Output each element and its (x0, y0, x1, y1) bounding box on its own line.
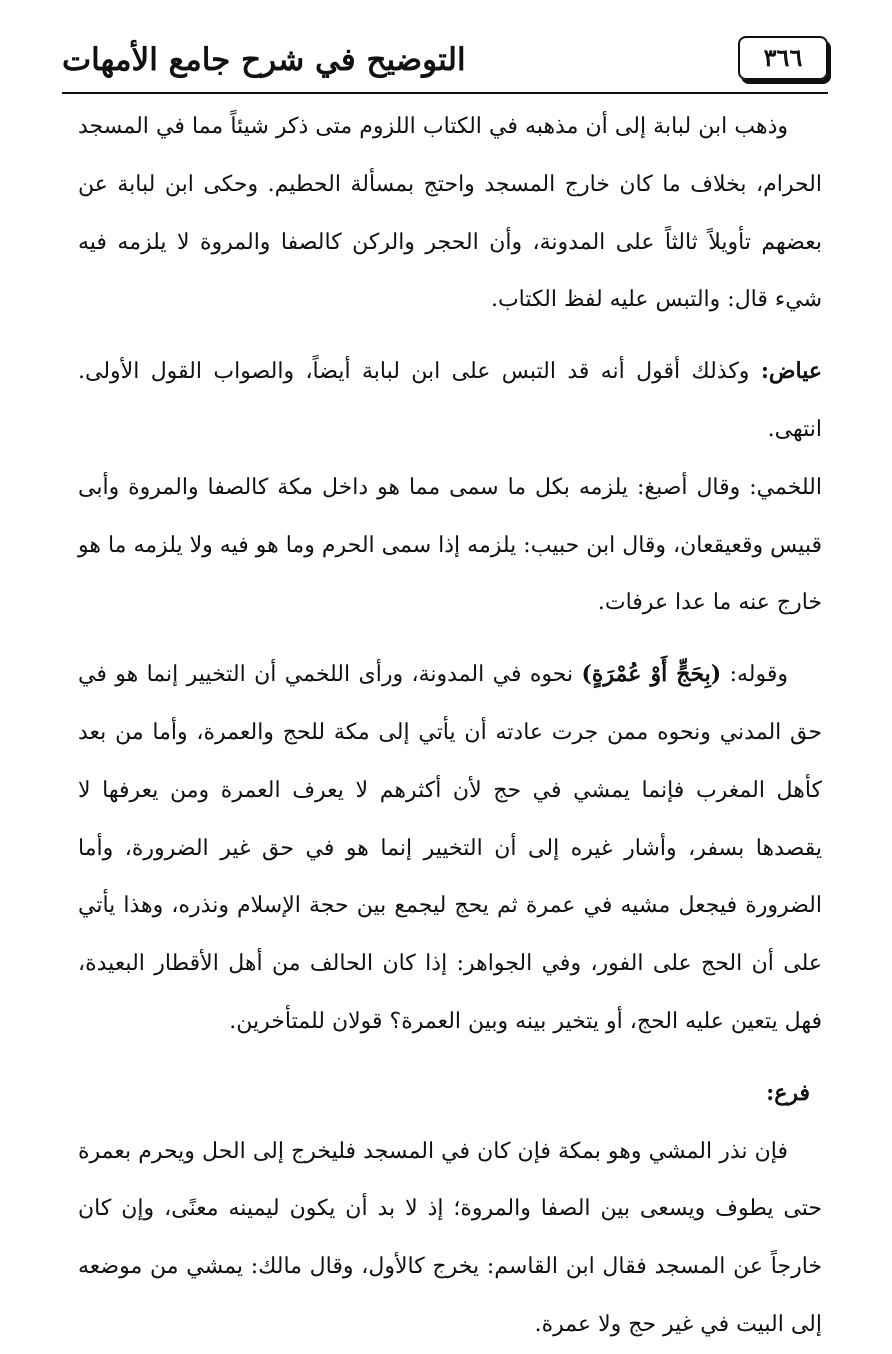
paragraph-ibn-lubaba: وذهب ابن لبابة إلى أن مذهبه في الكتاب اللزوم متى ذكر شيئاً مما في المسجد الحرام، بخلاف ما كان خارج المسجد واحتج بمسألة الحطيم. وحكى ابن لبابة عن بعضهم تأويلاً ثالثاً على المدونة، وأن الحجر والركن كالصفا والمروة لا يلزمه فيه شيء قال: والتبس عليه لفظ الكتاب. (78, 114, 822, 313)
subheading-far: فرع: (766, 1079, 810, 1106)
paragraph-qawluhu-text: نحوه في المدونة، ورأى اللخمي أن التخيير إنما هو في حق المدني ونحوه ممن جرت عادته أن يأتي إلى مكة للحج والعمرة، وأما من بعد كأهل المغرب فإنما يمشي في حج لأن أكثرهم لا يعرف العمرة ومن يعرفها لا يقصدها بسفر، وأشار غيره إلى أن التخيير إنما هو في حق غير الضرورة، وأما الضرورة فيجعل مشيه في عمرة ثم يحج ليجمع بين حجة الإسلام ونذره، وهذا يأتي على أن الحج على الفور، وفي الجواهر: إذا كان الحالف من أهل الأقطار البعيدة، فهل يتعين عليه الحج، أو يتخير بينه وبين العمرة؟ قولان للمتأخرين. (78, 662, 822, 1034)
page-header (62, 28, 828, 86)
quoted-matn: (بِحَجٍّ أَوْ عُمْرَةٍ) (581, 661, 722, 688)
body-text (78, 98, 822, 1354)
header-rule (62, 92, 828, 94)
page-number: ٣٦٦ (738, 36, 828, 80)
paragraph-iyad-text: وكذلك أقول أنه قد التبس على ابن لبابة أيضاً، والصواب القول الأولى. انتهى. (78, 359, 822, 442)
paragraph-nadhr: فإن نذر المشي وهو بمكة فإن كان في المسجد فليخرج إلى الحل ويحرم بعمرة حتى يطوف ويسعى بين الصفا والمروة؛ إذ لا بد أن يكون ليمينه معنًى، وإن كان خارجاً عن المسجد فقال ابن القاسم: يخرج كالأول، وقال مالك: يمشي من موضعه إلى البيت في غير حج ولا عمرة. (78, 1138, 822, 1337)
paragraph-qawluhu (78, 646, 822, 1051)
running-title: التوضيح في شرح جامع الأمهات (62, 42, 466, 78)
paragraph-qawluhu-lead: وقوله: (721, 662, 788, 688)
paragraph-lakhmi: اللخمي: وقال أصبغ: يلزمه بكل ما سمى مما هو داخل مكة كالصفا والمروة وأبى قبيس وقعيقعان، وقال ابن حبيب: يلزمه إذا سمى الحرم وما هو فيه ولا يلزمه ما هو خارج عنه ما عدا عرفات. (78, 474, 822, 616)
speaker-label-iyad: عياض: (760, 358, 822, 385)
paragraph-iyad (78, 343, 822, 459)
